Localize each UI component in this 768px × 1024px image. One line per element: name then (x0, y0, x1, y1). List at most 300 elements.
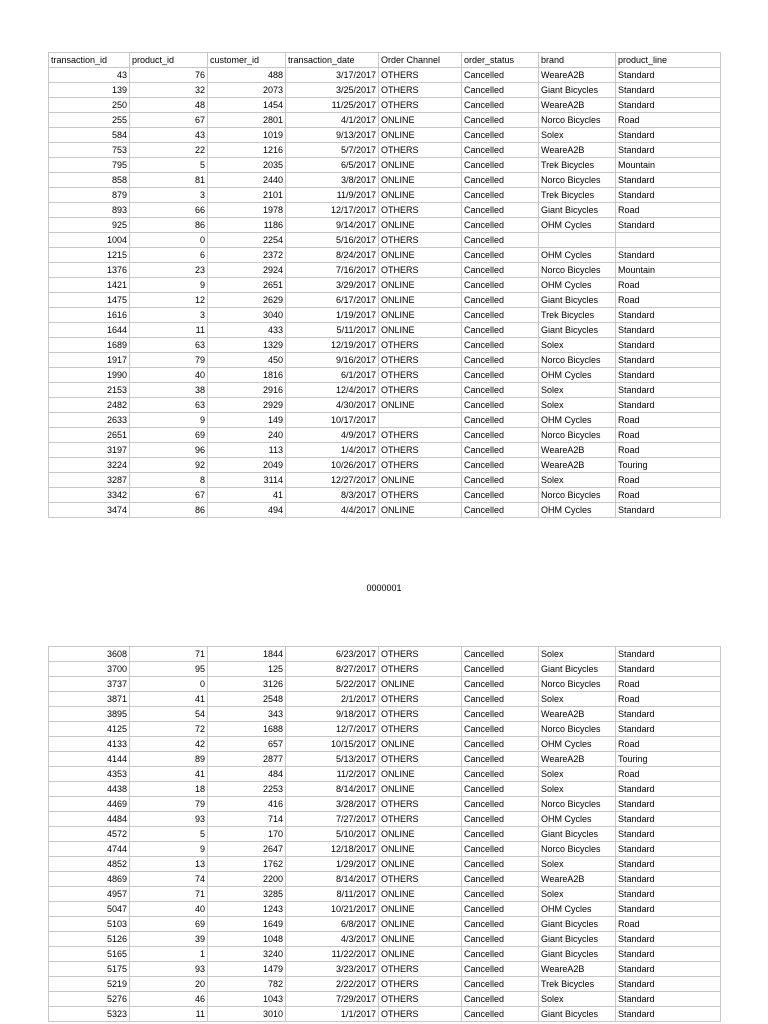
transaction-id-cell: 1376 (49, 263, 130, 278)
customer-id-cell: 2801 (208, 113, 286, 128)
table-row (49, 737, 721, 752)
product-line-cell: Standard (616, 308, 721, 323)
transaction-id-cell: 5103 (49, 917, 130, 932)
customer-id-cell: 488 (208, 68, 286, 83)
product-id-cell: 18 (130, 782, 208, 797)
product-line-cell: Road (616, 677, 721, 692)
customer-id-cell: 1762 (208, 857, 286, 872)
product-id-cell: 40 (130, 368, 208, 383)
transaction-id-cell: 2651 (49, 428, 130, 443)
order-status-cell: Cancelled (462, 797, 539, 812)
table-row (49, 827, 721, 842)
transaction-date-cell: 11/2/2017 (286, 767, 379, 782)
table-row (49, 872, 721, 887)
table-row (49, 992, 721, 1007)
table-row (49, 782, 721, 797)
customer-id-cell: 1243 (208, 902, 286, 917)
transaction-date-cell: 4/9/2017 (286, 428, 379, 443)
product-line-cell: Standard (616, 647, 721, 662)
customer-id-cell: 113 (208, 443, 286, 458)
brand-cell: Giant Bicycles (539, 917, 616, 932)
order-channel-cell: ONLINE (379, 113, 462, 128)
product-id-cell: 40 (130, 902, 208, 917)
customer-id-cell: 3040 (208, 308, 286, 323)
transaction-date-cell: 10/15/2017 (286, 737, 379, 752)
table-body-page-1 (49, 53, 721, 518)
customer-id-cell: 2916 (208, 383, 286, 398)
product-id-cell: 93 (130, 812, 208, 827)
brand-cell: OHM Cycles (539, 737, 616, 752)
product-id-cell: 86 (130, 503, 208, 518)
order-channel-cell: ONLINE (379, 398, 462, 413)
brand-cell: Norco Bicycles (539, 113, 616, 128)
transaction-id-cell: 250 (49, 98, 130, 113)
table-row (49, 383, 721, 398)
brand-cell: WeareA2B (539, 962, 616, 977)
table-row (49, 488, 721, 503)
product-id-cell: 22 (130, 143, 208, 158)
table-row (49, 158, 721, 173)
product-line-cell: Road (616, 917, 721, 932)
order-channel-cell: OTHERS (379, 338, 462, 353)
order-channel-cell: ONLINE (379, 827, 462, 842)
transaction-id-cell: 3224 (49, 458, 130, 473)
product-line-cell: Standard (616, 827, 721, 842)
order-channel-cell: OTHERS (379, 488, 462, 503)
transaction-date-cell: 5/22/2017 (286, 677, 379, 692)
table-row (49, 128, 721, 143)
product-id-cell: 5 (130, 158, 208, 173)
brand-cell: Solex (539, 992, 616, 1007)
transaction-id-cell: 5323 (49, 1007, 130, 1022)
table-row (49, 353, 721, 368)
transaction-date-cell: 12/17/2017 (286, 203, 379, 218)
transaction-date-cell: 4/4/2017 (286, 503, 379, 518)
order-channel-cell: ONLINE (379, 293, 462, 308)
product-id-cell: 92 (130, 458, 208, 473)
transaction-id-cell: 3895 (49, 707, 130, 722)
order-channel-cell: ONLINE (379, 158, 462, 173)
brand-cell: Solex (539, 383, 616, 398)
table-body-page-2 (49, 647, 721, 1022)
transaction-date-cell: 2/22/2017 (286, 977, 379, 992)
brand-cell: WeareA2B (539, 752, 616, 767)
customer-id-cell: 2073 (208, 83, 286, 98)
table-row (49, 323, 721, 338)
transaction-date-cell: 5/11/2017 (286, 323, 379, 338)
order-status-cell: Cancelled (462, 98, 539, 113)
transaction-date-cell: 8/3/2017 (286, 488, 379, 503)
customer-id-cell: 1688 (208, 722, 286, 737)
table-row (49, 857, 721, 872)
brand-cell: OHM Cycles (539, 812, 616, 827)
customer-id-cell: 170 (208, 827, 286, 842)
brand-cell: Solex (539, 692, 616, 707)
product-line-cell: Standard (616, 812, 721, 827)
product-line-cell: Standard (616, 857, 721, 872)
order-channel-cell: OTHERS (379, 83, 462, 98)
order-status-cell: Cancelled (462, 113, 539, 128)
product-line-cell: Standard (616, 872, 721, 887)
table-row (49, 902, 721, 917)
product-line-cell: Standard (616, 68, 721, 83)
customer-id-cell: 1019 (208, 128, 286, 143)
transaction-date-cell: 5/10/2017 (286, 827, 379, 842)
transaction-id-cell: 5276 (49, 992, 130, 1007)
transaction-id-cell: 4852 (49, 857, 130, 872)
order-status-cell: Cancelled (462, 293, 539, 308)
order-status-cell: Cancelled (462, 752, 539, 767)
table-row (49, 173, 721, 188)
order-status-cell: Cancelled (462, 398, 539, 413)
product-id-cell: 41 (130, 767, 208, 782)
order-channel-cell: OTHERS (379, 68, 462, 83)
order-status-cell: Cancelled (462, 218, 539, 233)
transaction-id-cell: 893 (49, 203, 130, 218)
customer-id-cell: 657 (208, 737, 286, 752)
transaction-id-cell: 2633 (49, 413, 130, 428)
customer-id-cell: 149 (208, 413, 286, 428)
transaction-id-cell: 753 (49, 143, 130, 158)
order-channel-cell: ONLINE (379, 767, 462, 782)
product-id-cell: 9 (130, 842, 208, 857)
product-id-cell: 67 (130, 113, 208, 128)
order-channel-cell: OTHERS (379, 263, 462, 278)
product-line-cell: Standard (616, 503, 721, 518)
transaction-id-cell: 925 (49, 218, 130, 233)
transaction-date-cell: 3/17/2017 (286, 68, 379, 83)
order-status-cell: Cancelled (462, 353, 539, 368)
table-row (49, 932, 721, 947)
customer-id-cell: 1978 (208, 203, 286, 218)
order-status-cell: Cancelled (462, 917, 539, 932)
product-id-cell: 23 (130, 263, 208, 278)
product-line-cell: Standard (616, 323, 721, 338)
product-id-cell: 11 (130, 1007, 208, 1022)
customer-id-cell: 1186 (208, 218, 286, 233)
transaction-date-cell: 12/4/2017 (286, 383, 379, 398)
product-id-cell: 74 (130, 872, 208, 887)
product-id-cell: 81 (130, 173, 208, 188)
customer-id-cell: 343 (208, 707, 286, 722)
product-id-cell: 71 (130, 647, 208, 662)
column-header: Order Channel (379, 53, 462, 68)
product-id-cell: 72 (130, 722, 208, 737)
product-id-cell: 86 (130, 218, 208, 233)
product-line-cell: Standard (616, 887, 721, 902)
transaction-id-cell: 3871 (49, 692, 130, 707)
customer-id-cell: 450 (208, 353, 286, 368)
transaction-date-cell: 3/8/2017 (286, 173, 379, 188)
customer-id-cell: 2647 (208, 842, 286, 857)
product-line-cell: Standard (616, 98, 721, 113)
brand-cell: Trek Bicycles (539, 308, 616, 323)
customer-id-cell: 3114 (208, 473, 286, 488)
brand-cell: Solex (539, 338, 616, 353)
customer-id-cell: 2254 (208, 233, 286, 248)
customer-id-cell: 494 (208, 503, 286, 518)
transaction-date-cell: 6/17/2017 (286, 293, 379, 308)
order-channel-cell: ONLINE (379, 842, 462, 857)
product-line-cell: Road (616, 113, 721, 128)
transaction-date-cell: 4/3/2017 (286, 932, 379, 947)
product-id-cell: 48 (130, 98, 208, 113)
brand-cell: Trek Bicycles (539, 158, 616, 173)
transaction-date-cell: 10/17/2017 (286, 413, 379, 428)
product-line-cell: Standard (616, 782, 721, 797)
product-id-cell: 96 (130, 443, 208, 458)
order-channel-cell: ONLINE (379, 188, 462, 203)
brand-cell: Solex (539, 767, 616, 782)
product-id-cell: 89 (130, 752, 208, 767)
order-status-cell: Cancelled (462, 827, 539, 842)
product-id-cell: 3 (130, 308, 208, 323)
order-status-cell: Cancelled (462, 68, 539, 83)
transaction-id-cell: 3737 (49, 677, 130, 692)
product-line-cell: Standard (616, 707, 721, 722)
brand-cell: Solex (539, 857, 616, 872)
table-row (49, 248, 721, 263)
column-header: customer_id (208, 53, 286, 68)
table-row (49, 308, 721, 323)
customer-id-cell: 3126 (208, 677, 286, 692)
order-status-cell: Cancelled (462, 932, 539, 947)
order-channel-cell: ONLINE (379, 128, 462, 143)
table-row (49, 398, 721, 413)
product-line-cell: Standard (616, 932, 721, 947)
customer-id-cell: 2440 (208, 173, 286, 188)
table-row (49, 143, 721, 158)
transaction-date-cell: 6/23/2017 (286, 647, 379, 662)
transaction-date-cell: 8/27/2017 (286, 662, 379, 677)
brand-cell: Giant Bicycles (539, 323, 616, 338)
product-line-cell: Standard (616, 902, 721, 917)
brand-cell: WeareA2B (539, 458, 616, 473)
product-id-cell: 63 (130, 338, 208, 353)
product-line-cell: Standard (616, 128, 721, 143)
transaction-id-cell: 4572 (49, 827, 130, 842)
table-row (49, 887, 721, 902)
product-line-cell: Road (616, 293, 721, 308)
transaction-date-cell: 1/1/2017 (286, 1007, 379, 1022)
order-status-cell: Cancelled (462, 443, 539, 458)
brand-cell: Norco Bicycles (539, 428, 616, 443)
order-status-cell: Cancelled (462, 1007, 539, 1022)
brand-cell: WeareA2B (539, 98, 616, 113)
transaction-date-cell: 7/29/2017 (286, 992, 379, 1007)
customer-id-cell: 41 (208, 488, 286, 503)
brand-cell: Solex (539, 128, 616, 143)
order-channel-cell: ONLINE (379, 737, 462, 752)
order-status-cell: Cancelled (462, 188, 539, 203)
order-channel-cell: ONLINE (379, 503, 462, 518)
product-id-cell: 41 (130, 692, 208, 707)
table-row (49, 812, 721, 827)
product-line-cell: Standard (616, 143, 721, 158)
brand-cell: Giant Bicycles (539, 1007, 616, 1022)
transaction-date-cell: 9/18/2017 (286, 707, 379, 722)
order-channel-cell: ONLINE (379, 677, 462, 692)
transaction-date-cell: 6/1/2017 (286, 368, 379, 383)
transaction-id-cell: 4957 (49, 887, 130, 902)
transaction-date-cell: 8/14/2017 (286, 782, 379, 797)
table-row (49, 428, 721, 443)
order-channel-cell: OTHERS (379, 458, 462, 473)
product-id-cell: 43 (130, 128, 208, 143)
transaction-id-cell: 4133 (49, 737, 130, 752)
order-channel-cell: ONLINE (379, 947, 462, 962)
product-id-cell: 1 (130, 947, 208, 962)
transaction-id-cell: 139 (49, 83, 130, 98)
product-id-cell: 93 (130, 962, 208, 977)
transaction-date-cell: 10/26/2017 (286, 458, 379, 473)
transaction-date-cell: 3/29/2017 (286, 278, 379, 293)
product-line-cell: Standard (616, 962, 721, 977)
order-status-cell: Cancelled (462, 458, 539, 473)
customer-id-cell: 2548 (208, 692, 286, 707)
order-status-cell: Cancelled (462, 977, 539, 992)
transaction-date-cell: 3/28/2017 (286, 797, 379, 812)
order-status-cell: Cancelled (462, 383, 539, 398)
customer-id-cell: 1043 (208, 992, 286, 1007)
transaction-id-cell: 3608 (49, 647, 130, 662)
order-status-cell: Cancelled (462, 782, 539, 797)
transaction-id-cell: 3700 (49, 662, 130, 677)
product-line-cell: Standard (616, 992, 721, 1007)
order-status-cell: Cancelled (462, 737, 539, 752)
product-id-cell: 20 (130, 977, 208, 992)
customer-id-cell: 240 (208, 428, 286, 443)
customer-id-cell: 1216 (208, 143, 286, 158)
transaction-id-cell: 255 (49, 113, 130, 128)
transaction-id-cell: 5175 (49, 962, 130, 977)
order-channel-cell: OTHERS (379, 872, 462, 887)
product-id-cell: 54 (130, 707, 208, 722)
brand-cell: WeareA2B (539, 707, 616, 722)
product-line-cell: Mountain (616, 263, 721, 278)
transaction-date-cell: 3/25/2017 (286, 83, 379, 98)
product-line-cell: Standard (616, 797, 721, 812)
transaction-date-cell: 12/7/2017 (286, 722, 379, 737)
transaction-id-cell: 1421 (49, 278, 130, 293)
transaction-id-cell: 1917 (49, 353, 130, 368)
transaction-date-cell: 1/4/2017 (286, 443, 379, 458)
customer-id-cell: 1329 (208, 338, 286, 353)
order-channel-cell: OTHERS (379, 992, 462, 1007)
product-id-cell: 6 (130, 248, 208, 263)
table-row (49, 218, 721, 233)
table-row (49, 962, 721, 977)
order-channel-cell: OTHERS (379, 707, 462, 722)
order-channel-cell: ONLINE (379, 278, 462, 293)
brand-cell: OHM Cycles (539, 902, 616, 917)
product-line-cell: Road (616, 767, 721, 782)
brand-cell: Giant Bicycles (539, 293, 616, 308)
order-status-cell: Cancelled (462, 278, 539, 293)
order-status-cell: Cancelled (462, 368, 539, 383)
brand-cell: Norco Bicycles (539, 173, 616, 188)
transaction-date-cell: 8/24/2017 (286, 248, 379, 263)
brand-cell: WeareA2B (539, 443, 616, 458)
column-header: product_line (616, 53, 721, 68)
brand-cell: WeareA2B (539, 143, 616, 158)
brand-cell: Giant Bicycles (539, 932, 616, 947)
order-status-cell: Cancelled (462, 263, 539, 278)
product-line-cell: Standard (616, 83, 721, 98)
brand-cell: Trek Bicycles (539, 977, 616, 992)
order-channel-cell: OTHERS (379, 353, 462, 368)
brand-cell: OHM Cycles (539, 248, 616, 263)
table-row (49, 752, 721, 767)
customer-id-cell: 2924 (208, 263, 286, 278)
order-status-cell: Cancelled (462, 173, 539, 188)
table-row (49, 1007, 721, 1022)
customer-id-cell: 2929 (208, 398, 286, 413)
table-row (49, 293, 721, 308)
table-row (49, 203, 721, 218)
customer-id-cell: 484 (208, 767, 286, 782)
product-line-cell: Road (616, 413, 721, 428)
product-line-cell: Road (616, 692, 721, 707)
table-row (49, 188, 721, 203)
product-id-cell: 66 (130, 203, 208, 218)
customer-id-cell: 2101 (208, 188, 286, 203)
order-channel-cell: OTHERS (379, 797, 462, 812)
order-channel-cell: OTHERS (379, 662, 462, 677)
table-row (49, 473, 721, 488)
brand-cell: Norco Bicycles (539, 842, 616, 857)
order-status-cell: Cancelled (462, 83, 539, 98)
order-status-cell: Cancelled (462, 707, 539, 722)
table-row (49, 722, 721, 737)
order-status-cell: Cancelled (462, 233, 539, 248)
table-row (49, 917, 721, 932)
customer-id-cell: 3285 (208, 887, 286, 902)
transaction-id-cell: 5126 (49, 932, 130, 947)
product-id-cell: 46 (130, 992, 208, 1007)
brand-cell: OHM Cycles (539, 278, 616, 293)
product-line-cell: Standard (616, 383, 721, 398)
order-status-cell: Cancelled (462, 503, 539, 518)
customer-id-cell: 416 (208, 797, 286, 812)
transaction-id-cell: 4744 (49, 842, 130, 857)
order-status-cell: Cancelled (462, 947, 539, 962)
order-channel-cell: ONLINE (379, 932, 462, 947)
transaction-id-cell: 879 (49, 188, 130, 203)
product-line-cell: Standard (616, 977, 721, 992)
order-status-cell: Cancelled (462, 413, 539, 428)
transaction-date-cell: 9/14/2017 (286, 218, 379, 233)
product-line-cell: Road (616, 473, 721, 488)
table-row (49, 677, 721, 692)
transaction-date-cell: 7/16/2017 (286, 263, 379, 278)
order-channel-cell: OTHERS (379, 428, 462, 443)
product-line-cell: Touring (616, 458, 721, 473)
product-line-cell: Standard (616, 248, 721, 263)
product-line-cell: Standard (616, 662, 721, 677)
product-id-cell: 5 (130, 827, 208, 842)
transaction-date-cell: 5/7/2017 (286, 143, 379, 158)
product-line-cell (616, 233, 721, 248)
order-channel-cell: OTHERS (379, 812, 462, 827)
order-channel-cell: OTHERS (379, 722, 462, 737)
order-channel-cell: ONLINE (379, 173, 462, 188)
product-id-cell: 8 (130, 473, 208, 488)
order-channel-cell: ONLINE (379, 248, 462, 263)
transaction-date-cell: 2/1/2017 (286, 692, 379, 707)
order-status-cell: Cancelled (462, 143, 539, 158)
order-channel-cell: OTHERS (379, 1007, 462, 1022)
